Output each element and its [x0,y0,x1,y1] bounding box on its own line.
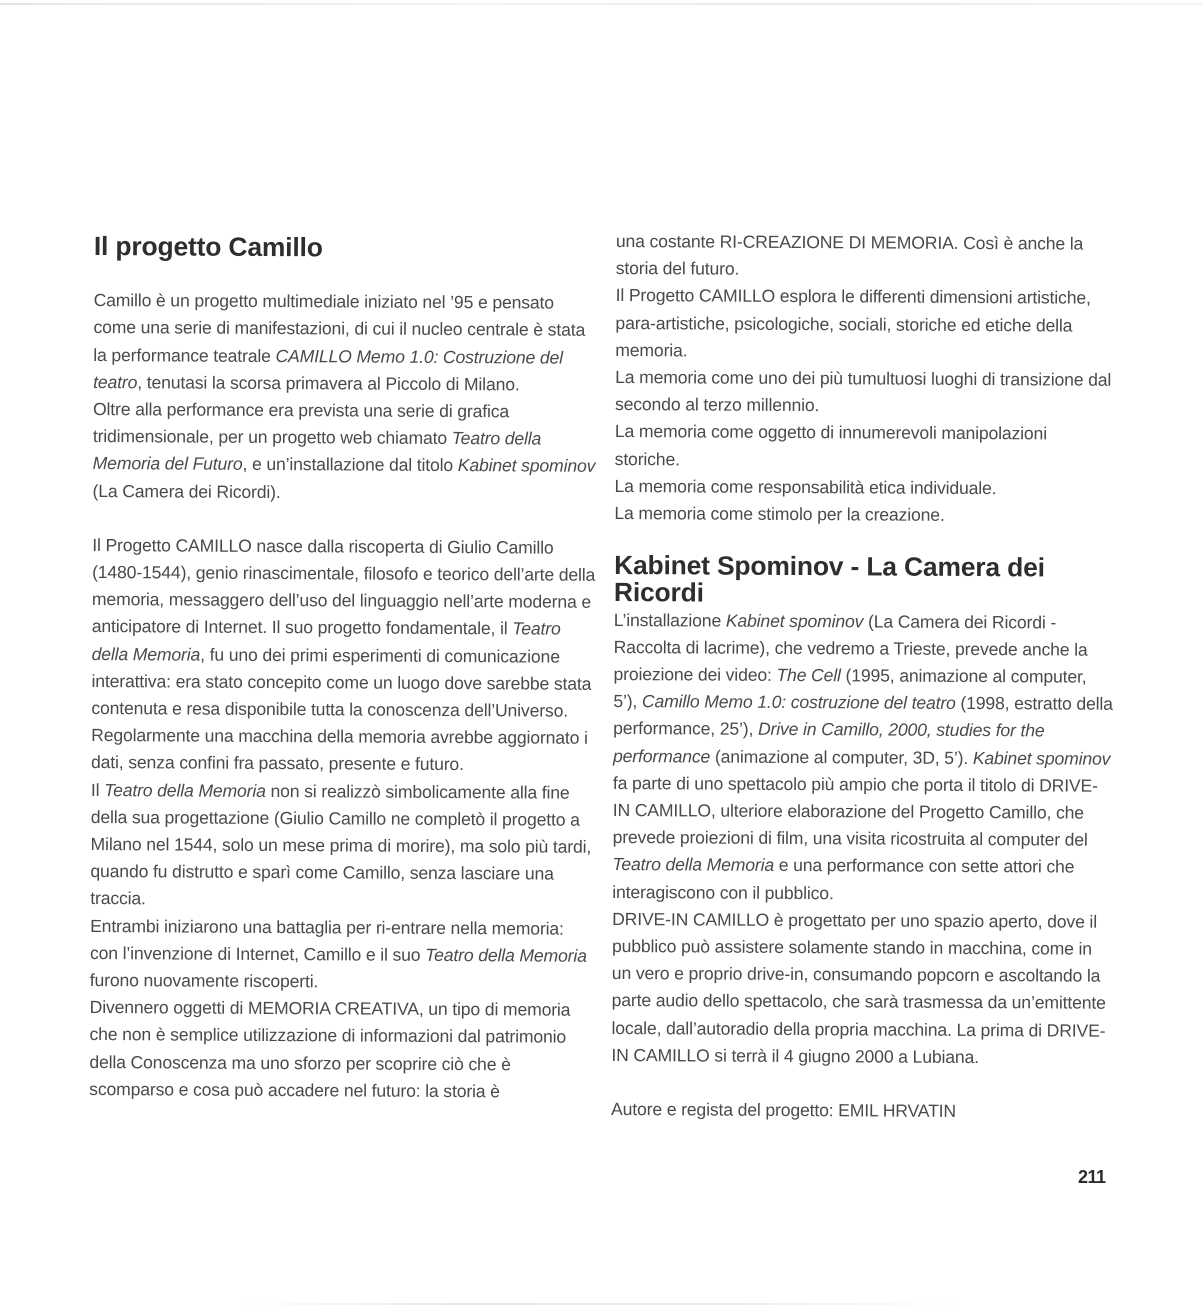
italic-title: Kabinet spominov [972,747,1111,769]
paragraph: La memoria come responsabilità etica individuale. [614,475,997,498]
italic-title: Teatro della Memoria [91,618,561,665]
scan-edge-bottom [240,1303,960,1305]
page-number: 211 [1078,1167,1106,1187]
paragraph: Oltre alla performance era prevista una serie di grafica tridimensionale, per un progetto web chiamato Teatro della Memoria del Futuro, e un’installazione dal titolo Kabinet spominov (La Camera dei Ricordi). [92,399,596,502]
right-column [611,228,1116,1126]
paragraph: La memoria come uno dei più tumultuosi luoghi di transizione dal secondo al terzo millennio. [614,367,1112,416]
scan-edge-top [0,3,1202,5]
italic-title: Teatro della Memoria [612,854,775,876]
italic-title: Teatro della Memoria [425,944,587,966]
italic-title: Kabinet spominov [725,610,864,632]
paragraph: La memoria come oggetto di innumerevoli manipolazioni storiche. [614,421,1048,469]
section-heading-kabinet-spominov: Kabinet Spominov - La Camera dei Ricordi [613,550,1045,608]
left-column [89,233,599,1106]
paragraph: La memoria come stimolo per la creazione. [614,503,945,525]
paragraph: Il Progetto CAMILLO nasce dalla riscoperta di Giulio Camillo (1480-1544), genio rinascimentale, filosofo e teorico dell’arte della memoria, messaggero dell’uso del linguaggio nell’arte moderna e anticipatore di Internet. Il suo progetto fondamentale, il Teatro della Memoria, fu uno dei primi esperimenti di comunicazione interattiva: era stato concepito come un luogo dove sarebbe stata contenuta e resa disponibile tutta la conoscenza dell’Universo. Regolarmente una macchina della memoria avrebbe aggiornato i dati, senza confini fra passato, presente e futuro. [90,534,596,775]
paragraph: Entrambi iniziarono una battaglia per ri-entrare nella memoria: con l’invenzione di Internet, Camillo e il suo Teatro della Memoria furono nuovamente riscoperti. [89,915,587,992]
italic-title: Drive in Camillo, 2000, studies for the performance [612,719,1045,767]
italic-title: Teatro della Memoria del Futuro [92,428,542,475]
author-credit: Autore e regista del progetto: EMIL HRVATIN [611,1099,957,1122]
italic-title: CAMILLO Memo 1.0: Costruzione del teatro [93,345,564,393]
section-heading-progetto-camillo: Il progetto Camillo [93,231,323,263]
italic-title: Kabinet spominov [457,455,596,477]
paragraph: Camillo è un progetto multimediale iniziato nel ’95 e pensato come una serie di manifestazioni, di cui il nucleo centrale è stata la performance teatrale CAMILLO Memo 1.0: Costruzione del teatro, tenutasi la scorsa primavera al Piccolo di Milano. [93,290,586,395]
paragraph: Il Teatro della Memoria non si realizzò simbolicamente alla fine della sua progettazione (Giulio Camillo ne completò il progetto a Milano nel 1544, solo un mese prima di morire), ma solo più tardi, quando fu distrutto e sparì come Camillo, senza lasciare una traccia. [90,779,592,909]
italic-title: Teatro della Memoria [104,779,266,801]
paragraph: Divennero oggetti di MEMORIA CREATIVA, un tipo di memoria che non è semplice utilizzazione di informazioni dal patrimonio della Conoscenza ma uno sforzo per scoprire ciò che è scomparso e cosa può accadere nel futuro: la storia è [89,997,571,1102]
paragraph: DRIVE-IN CAMILLO è progettato per uno spazio aperto, dove il pubblico può assistere solamente stando in macchina, come in un vero e proprio drive-in, consumando popcorn e ascoltando la parte audio dello spettacolo, che sarà trasmessa da un’emittente locale, dall’autoradio della propria macchina. La prima di DRIVE-IN CAMILLO si terrà il 4 giugno 2000 a Lubiana. [611,908,1106,1067]
italic-title: Camillo Memo 1.0: costruzione del teatro [641,691,956,714]
italic-title: The Cell [776,664,841,686]
paragraph: Il Progetto CAMILLO esplora le differenti dimensioni artistiche, para-artistiche, psicologiche, sociali, storiche ed etiche della memoria. [615,285,1091,361]
paragraph: L’installazione Kabinet spominov (La Camera dei Ricordi - Raccolta di lacrime), che vedremo a Trieste, prevede anche la proiezione dei video: The Cell (1995, animazione al computer, 5’), Camillo Memo 1.0: costruzione del teatro (1998, estratto della performance, 25’), Drive in Camillo, 2000, studies for the performance (animazione al computer, 3D, 5’). Kabinet spominov fa parte di uno spettacolo più ampio che porta il titolo di DRIVE-IN CAMILLO, ulteriore elaborazione del Progetto Camillo, che prevede proiezioni di film, una visita ricostruita al computer del Teatro della Memoria e una performance con sette attori che interagiscono con il pubblico. [612,609,1113,903]
paragraph: una costante RI-CREAZIONE DI MEMORIA. Così è anche la storia del futuro. [615,230,1084,279]
